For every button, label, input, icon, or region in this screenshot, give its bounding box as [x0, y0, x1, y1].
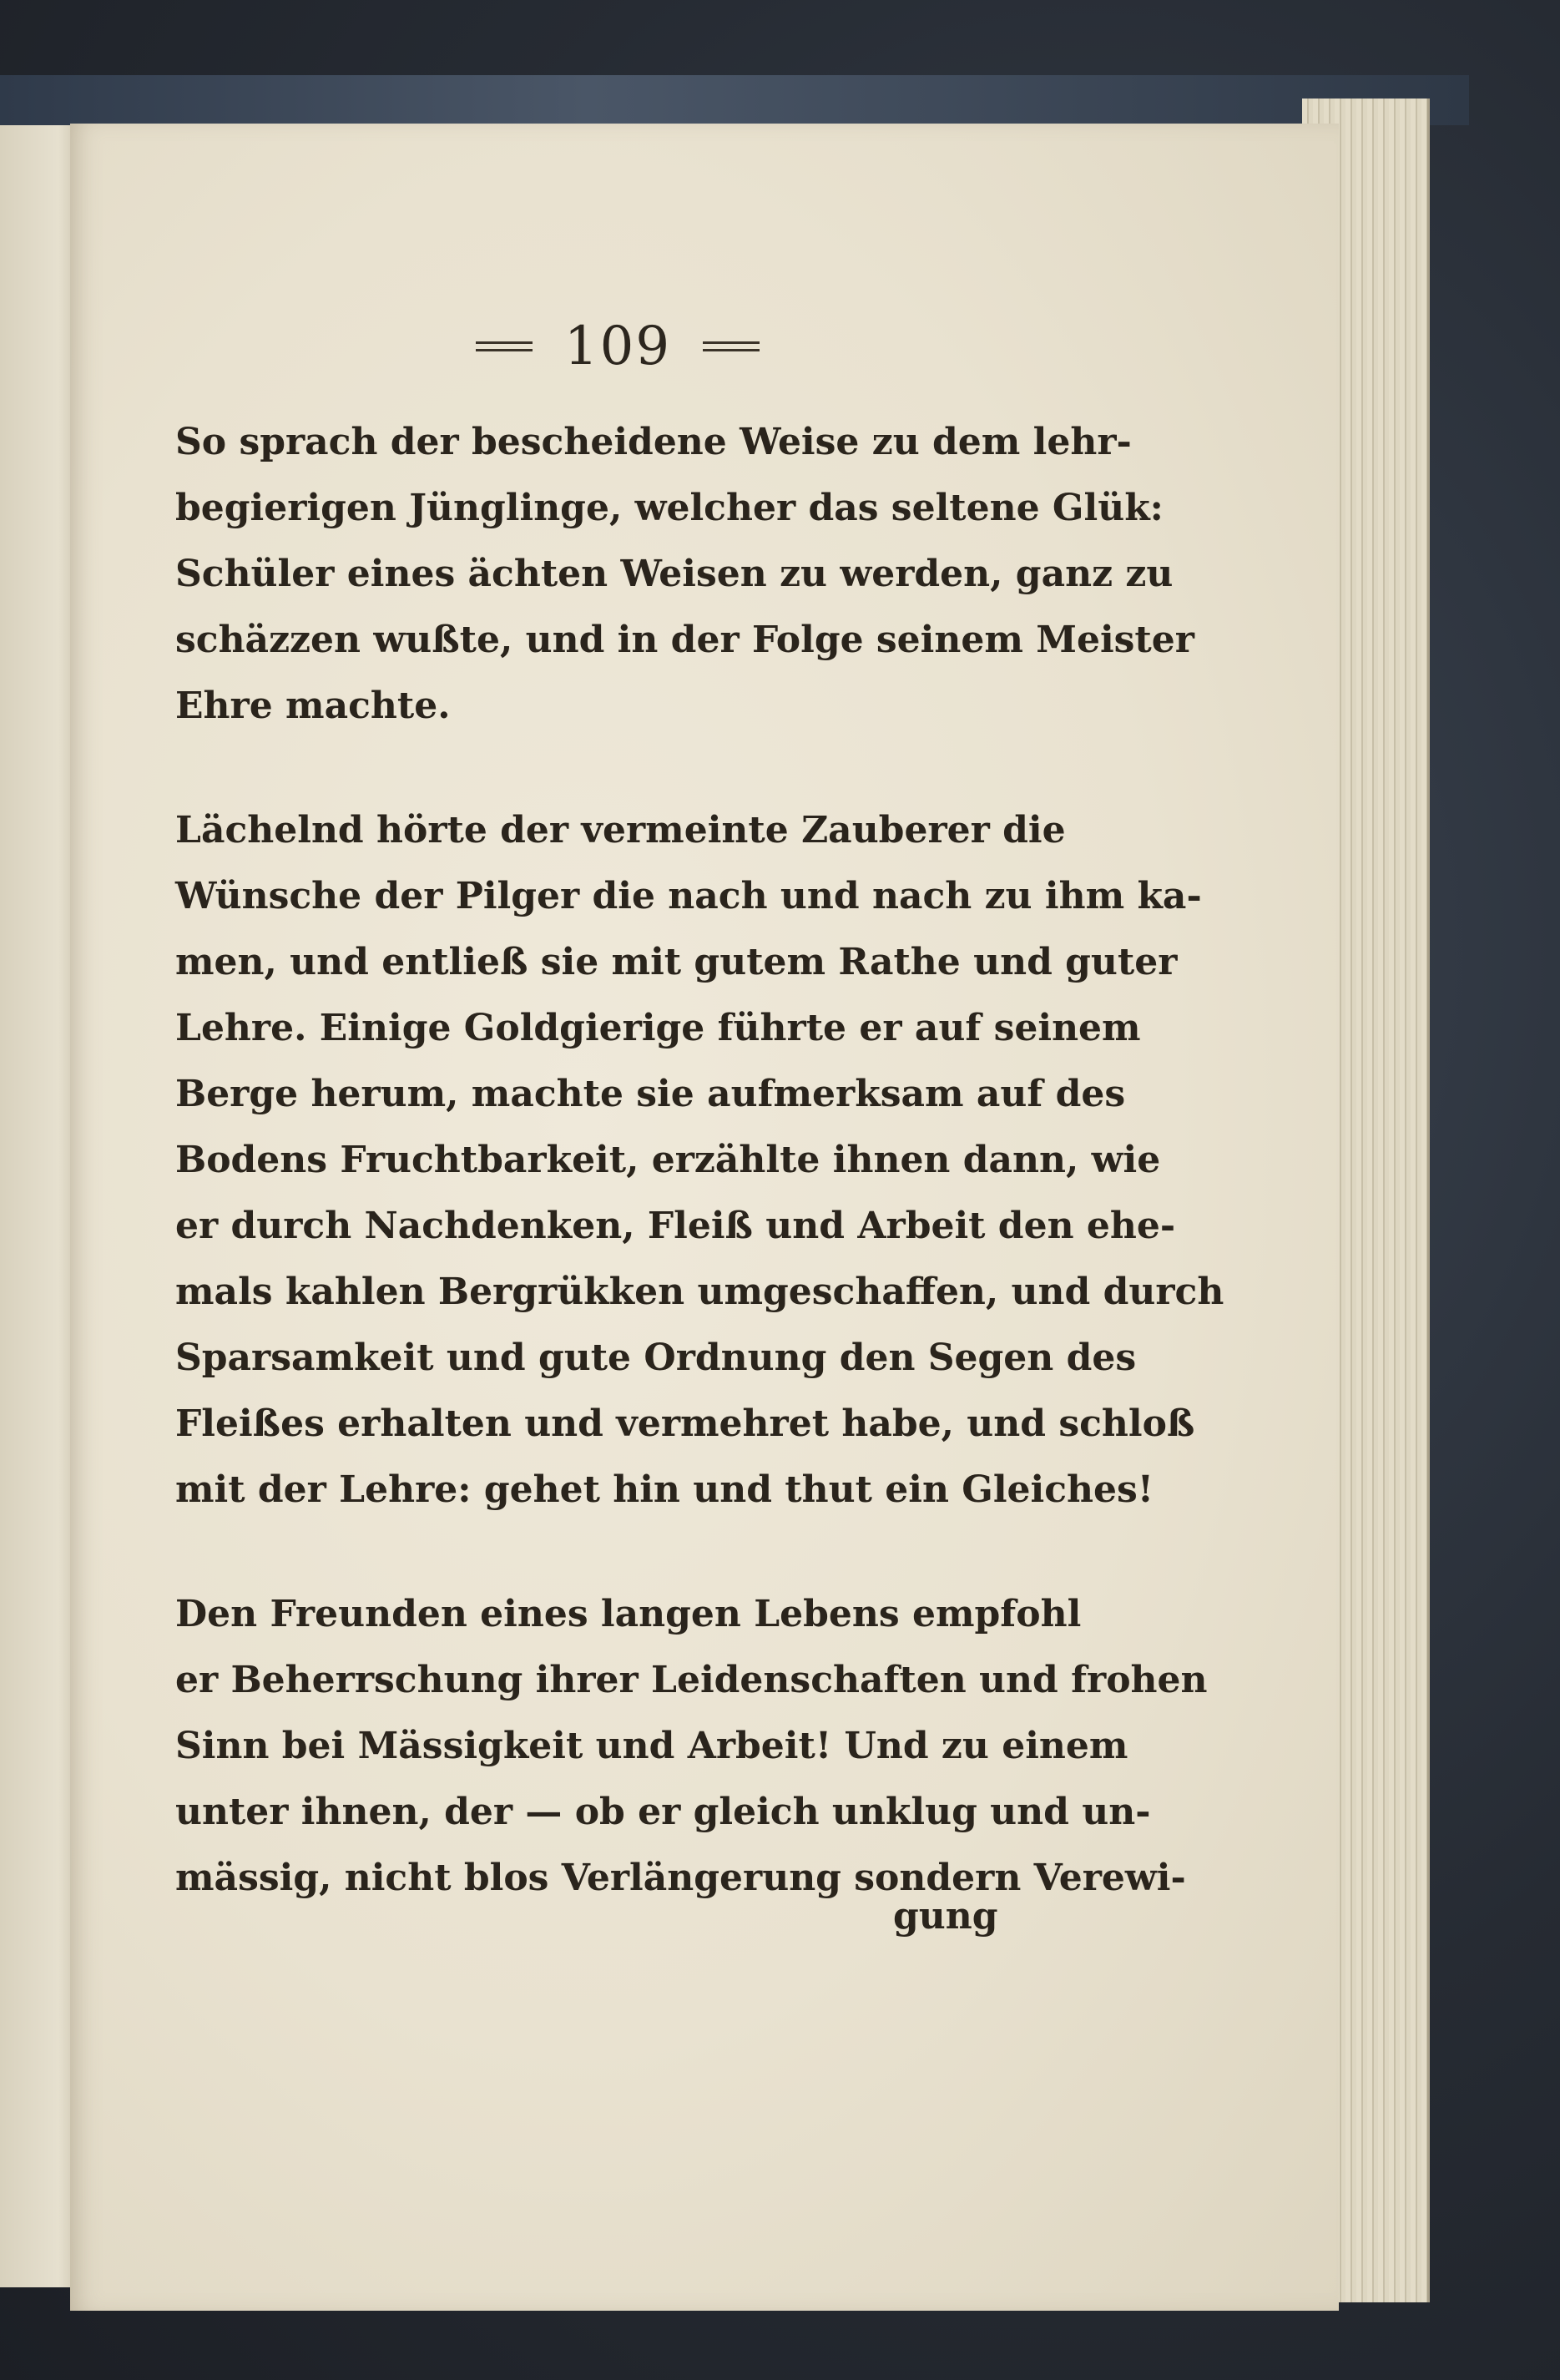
header-rule-right	[703, 341, 760, 351]
text-line: unter ihnen, der — ob er gleich unklug und un-	[175, 1791, 1151, 1833]
body-text	[175, 409, 1224, 1911]
text-line: mässig, nicht blos Verlängerung sondern Verewi-	[175, 1857, 1186, 1899]
cover-spine-edge	[0, 75, 1469, 125]
text-line: er durch Nachdenken, Fleiß und Arbeit den ehe-	[175, 1205, 1176, 1247]
text-line: er Beherrschung ihrer Leidenschaften und frohen	[175, 1659, 1208, 1701]
text-line: schäzzen wußte, und in der Folge seinem Meister	[175, 619, 1194, 661]
paragraph-gap	[175, 739, 1035, 797]
text-line: mit der Lehre: gehet hin und thut ein Gleiches!	[175, 1468, 1154, 1511]
page-header	[451, 309, 785, 384]
paragraph-gap	[175, 1523, 1035, 1581]
text-line: begierigen Jünglinge, welcher das seltene Glük:	[175, 487, 1164, 529]
text-line: Ehre machte.	[175, 685, 451, 727]
text-line: men, und entließ sie mit gutem Rathe und guter	[175, 941, 1178, 983]
paragraph-1	[175, 409, 1194, 739]
text-line: Fleißes erhalten und vermehret habe, und schloß	[175, 1402, 1195, 1445]
text-line: Schüler eines ächten Weisen zu werden, ganz zu	[175, 553, 1174, 595]
text-line: Sparsamkeit und gute Ordnung den Segen des	[175, 1337, 1137, 1379]
text-line: Lehre. Einige Goldgierige führte er auf seinem	[175, 1007, 1141, 1049]
paragraph-3	[175, 1581, 1208, 1911]
catchword: gung	[893, 1895, 998, 1938]
text-line: Sinn bei Mässigkeit und Arbeit! Und zu einem	[175, 1725, 1128, 1767]
text-line: Wünsche der Pilger die nach und nach zu ihm ka-	[175, 875, 1202, 917]
paragraph-2	[175, 797, 1224, 1523]
header-rule-left	[476, 341, 533, 351]
text-line: So sprach der bescheidene Weise zu dem lehr-	[175, 421, 1132, 463]
page-number: 109	[563, 316, 672, 377]
text-line: Bodens Fruchtbarkeit, erzählte ihnen dann, wie	[175, 1139, 1161, 1181]
text-line: Berge herum, machte sie aufmerksam auf des	[175, 1073, 1126, 1115]
text-line: Den Freunden eines langen Lebens empfohl	[175, 1593, 1082, 1635]
text-line: Lächelnd hörte der vermeinte Zauberer die	[175, 809, 1066, 851]
text-line: mals kahlen Bergrükken umgeschaffen, und durch	[175, 1271, 1224, 1313]
